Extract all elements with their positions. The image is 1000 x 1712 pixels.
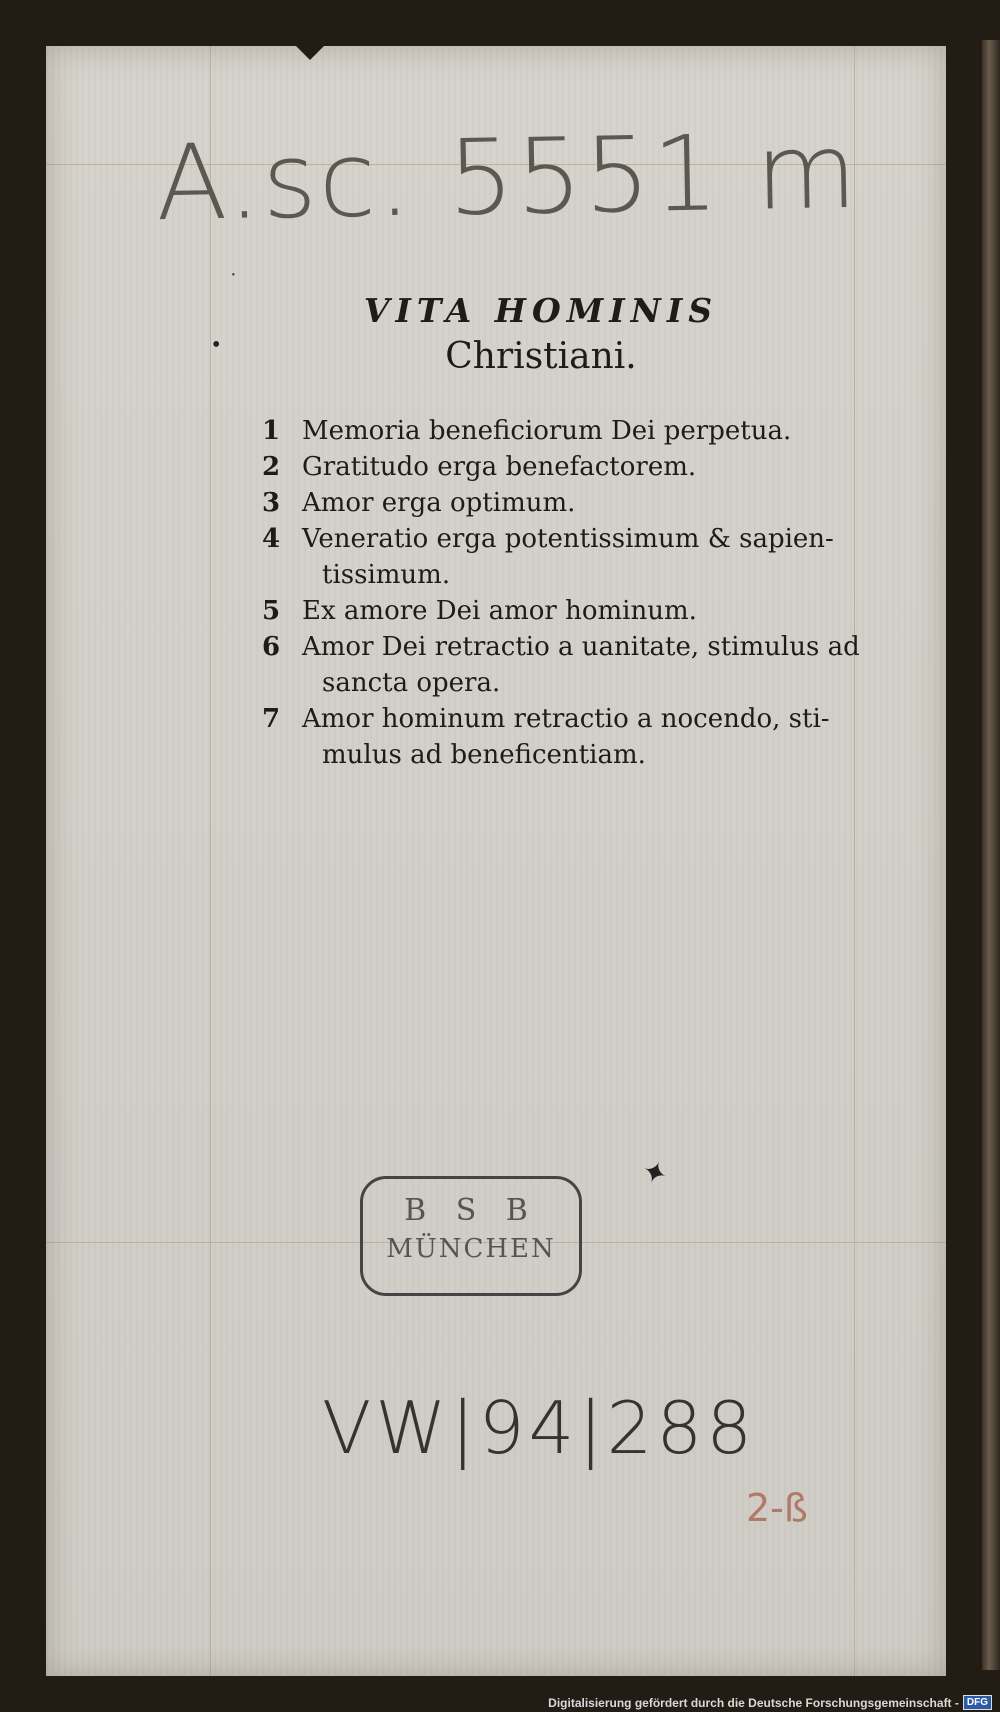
- item-continuation: tissimum.: [322, 560, 451, 590]
- item-number: 5: [262, 596, 281, 626]
- item-text: Amor erga optimum.: [302, 488, 576, 518]
- item-text: Veneratio erga potentissimum & sapien-: [302, 524, 834, 554]
- list-item: [262, 701, 902, 737]
- list-item: [262, 485, 902, 521]
- stamp-line-2: MÜNCHEN: [386, 1234, 556, 1264]
- book-page: [46, 46, 946, 1676]
- list-item: [262, 413, 902, 449]
- item-number: 7: [262, 704, 281, 734]
- credit-text: Digitalisierung gefördert durch die Deutsche Forschungsgemeinschaft -: [548, 1695, 959, 1710]
- item-continuation: mulus ad beneficentiam.: [322, 740, 646, 770]
- item-number: 2: [262, 452, 281, 482]
- title-line-2: Christiani.: [445, 336, 637, 377]
- funding-credit: [548, 1695, 992, 1710]
- numbered-list: [262, 413, 902, 773]
- library-stamp: [360, 1176, 582, 1296]
- list-item: [262, 593, 902, 629]
- list-item: [262, 521, 902, 557]
- stamp-line-1: B S B: [404, 1193, 538, 1228]
- title-block: [46, 291, 946, 377]
- ink-blot: ✦: [637, 1153, 673, 1194]
- item-text: Amor Dei retractio a uanitate, stimulus ad: [302, 632, 860, 662]
- title-line-1: VITA HOMINIS: [363, 291, 719, 330]
- item-number: 6: [262, 632, 281, 662]
- dfg-logo: DFG: [963, 1695, 992, 1710]
- page-edge: [982, 40, 1000, 1670]
- handwritten-call-number: VW|94|288: [322, 1386, 757, 1470]
- item-number: 4: [262, 524, 281, 554]
- pencil-note: 2-ß: [746, 1486, 808, 1530]
- item-continuation: sancta opera.: [322, 668, 501, 698]
- item-number: 3: [262, 488, 281, 518]
- ink-dot: ·: [230, 264, 237, 286]
- item-number: 1: [262, 416, 281, 446]
- ink-dot: •: [212, 332, 221, 358]
- item-text: Gratitudo erga benefactorem.: [302, 452, 697, 482]
- item-text: Memoria beneficiorum Dei perpetua.: [302, 416, 792, 446]
- handwritten-shelfmark: A.sc. 5551 m: [154, 109, 860, 245]
- list-item: [262, 449, 902, 485]
- item-text: Ex amore Dei amor hominum.: [302, 596, 697, 626]
- list-item: [262, 629, 902, 665]
- item-text: Amor hominum retractio a nocendo, sti-: [302, 704, 830, 734]
- page-notch: [296, 46, 324, 60]
